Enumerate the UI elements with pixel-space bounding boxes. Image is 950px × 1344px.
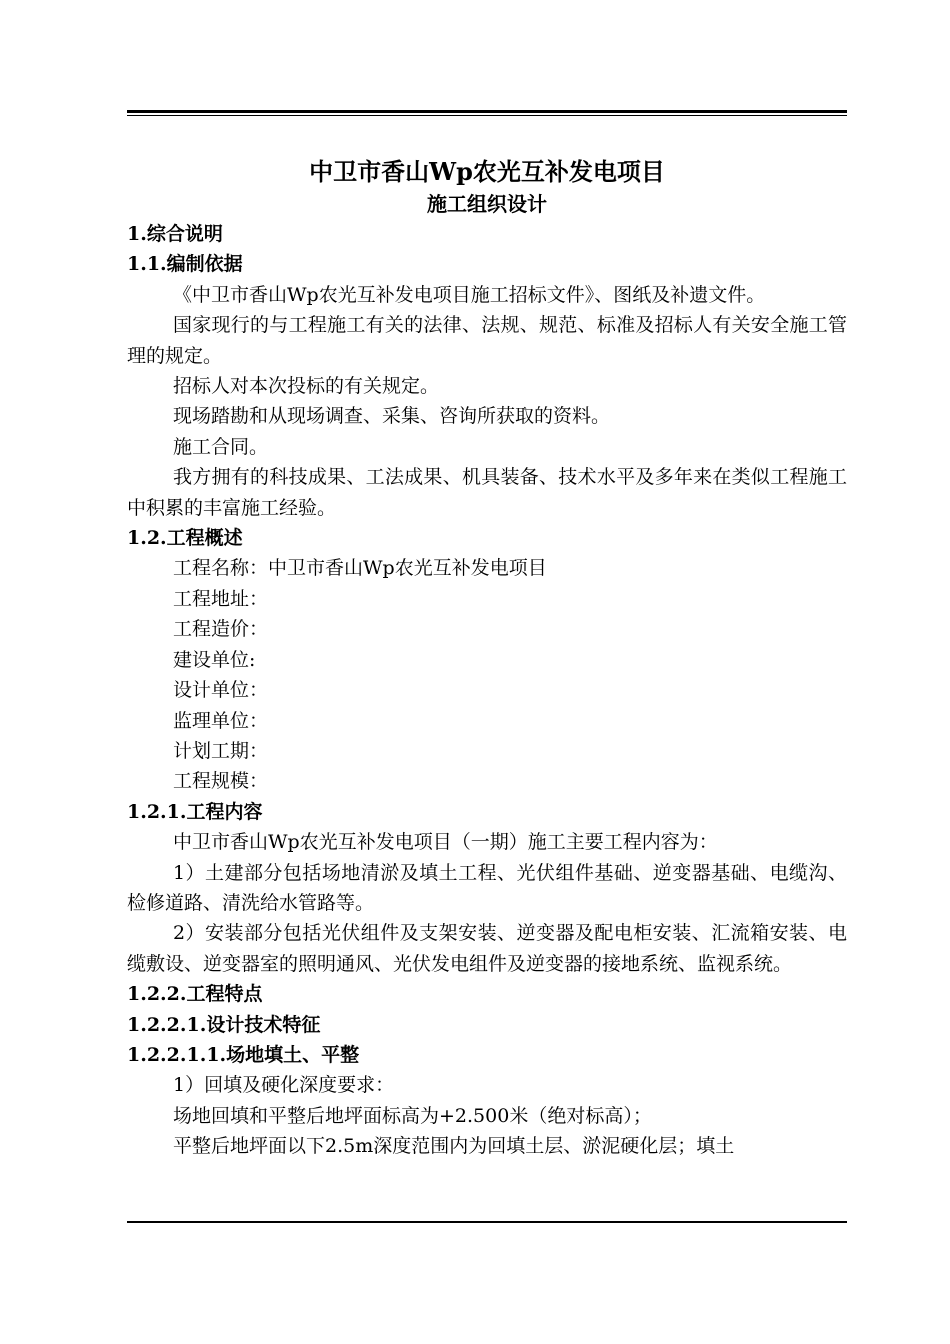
heading-1-1: 1.1.编制依据 <box>127 253 243 276</box>
header-rule-thin <box>127 115 847 116</box>
overview-item: 计划工期： <box>173 739 269 762</box>
overview-item: 建设单位: <box>173 648 256 671</box>
heading-1-2-1: 1.2.1.工程内容 <box>127 800 263 823</box>
overview-item: 工程名称：中卫市香山Wp农光互补发电项目 <box>173 557 547 580</box>
basis-item: 施工合同。 <box>173 435 269 458</box>
overview-item: 设计单位： <box>173 679 269 702</box>
overview-item: 工程规模： <box>173 770 269 793</box>
heading-1-2-2: 1.2.2.工程特点 <box>127 983 263 1006</box>
footer-rule <box>127 1221 847 1223</box>
fill-list <box>127 1070 847 1161</box>
content-item: 中卫市香山Wp农光互补发电项目（一期）施工主要工程内容为： <box>173 831 718 854</box>
basis-item: 我方拥有的科技成果、工法成果、机具装备、技术水平及多年来在类似工程施工中积累的丰富施工经验。 <box>127 466 847 519</box>
document-subtitle: 施工组织设计 <box>427 192 547 216</box>
overview-item: 监理单位： <box>173 709 269 732</box>
basis-item: 国家现行的与工程施工有关的法律、法规、规范、标准及招标人有关安全施工管理的规定。 <box>127 314 847 367</box>
overview-item: 工程地址： <box>173 587 269 610</box>
overview-list <box>127 553 847 796</box>
heading-1-2-2-1: 1.2.2.1.设计技术特征 <box>127 1013 321 1036</box>
fill-item: 平整后地坪面以下2.5m深度范围内为回填土层、淤泥硬化层；填土 <box>173 1135 735 1158</box>
document-body <box>127 155 847 1162</box>
heading-1-2: 1.2.工程概述 <box>127 527 243 550</box>
heading-1: 1.综合说明 <box>127 223 223 245</box>
fill-item: 场地回填和平整后地坪面标高为+2.500米（绝对标高）； <box>173 1104 652 1127</box>
overview-item: 工程造价： <box>173 618 269 641</box>
content-list <box>127 827 847 979</box>
basis-item: 招标人对本次投标的有关规定。 <box>173 375 440 398</box>
basis-item: 现场踏勘和从现场调查、采集、咨询所获取的资料。 <box>173 405 611 428</box>
basis-item: 《中卫市香山Wp农光互补发电项目施工招标文件》、图纸及补遗文件。 <box>173 283 766 306</box>
content-item: 2）安装部分包括光伏组件及支架安装、逆变器及配电柜安装、汇流箱安装、电缆敷设、逆变器室的照明通风、光伏发电组件及逆变器的接地系统、监视系统。 <box>127 922 847 975</box>
document-title: 中卫市香山Wp农光互补发电项目 <box>309 157 665 186</box>
header-rule-thick <box>127 110 847 113</box>
heading-1-2-2-1-1: 1.2.2.1.1.场地填土、平整 <box>127 1043 360 1066</box>
basis-list <box>127 280 847 523</box>
content-item: 1）土建部分包括场地清淤及填土工程、光伏组件基础、逆变器基础、电缆沟、检修道路、清洗给水管路等。 <box>127 861 847 914</box>
fill-item: 1）回填及硬化深度要求： <box>173 1074 395 1097</box>
document-page <box>127 0 847 1344</box>
